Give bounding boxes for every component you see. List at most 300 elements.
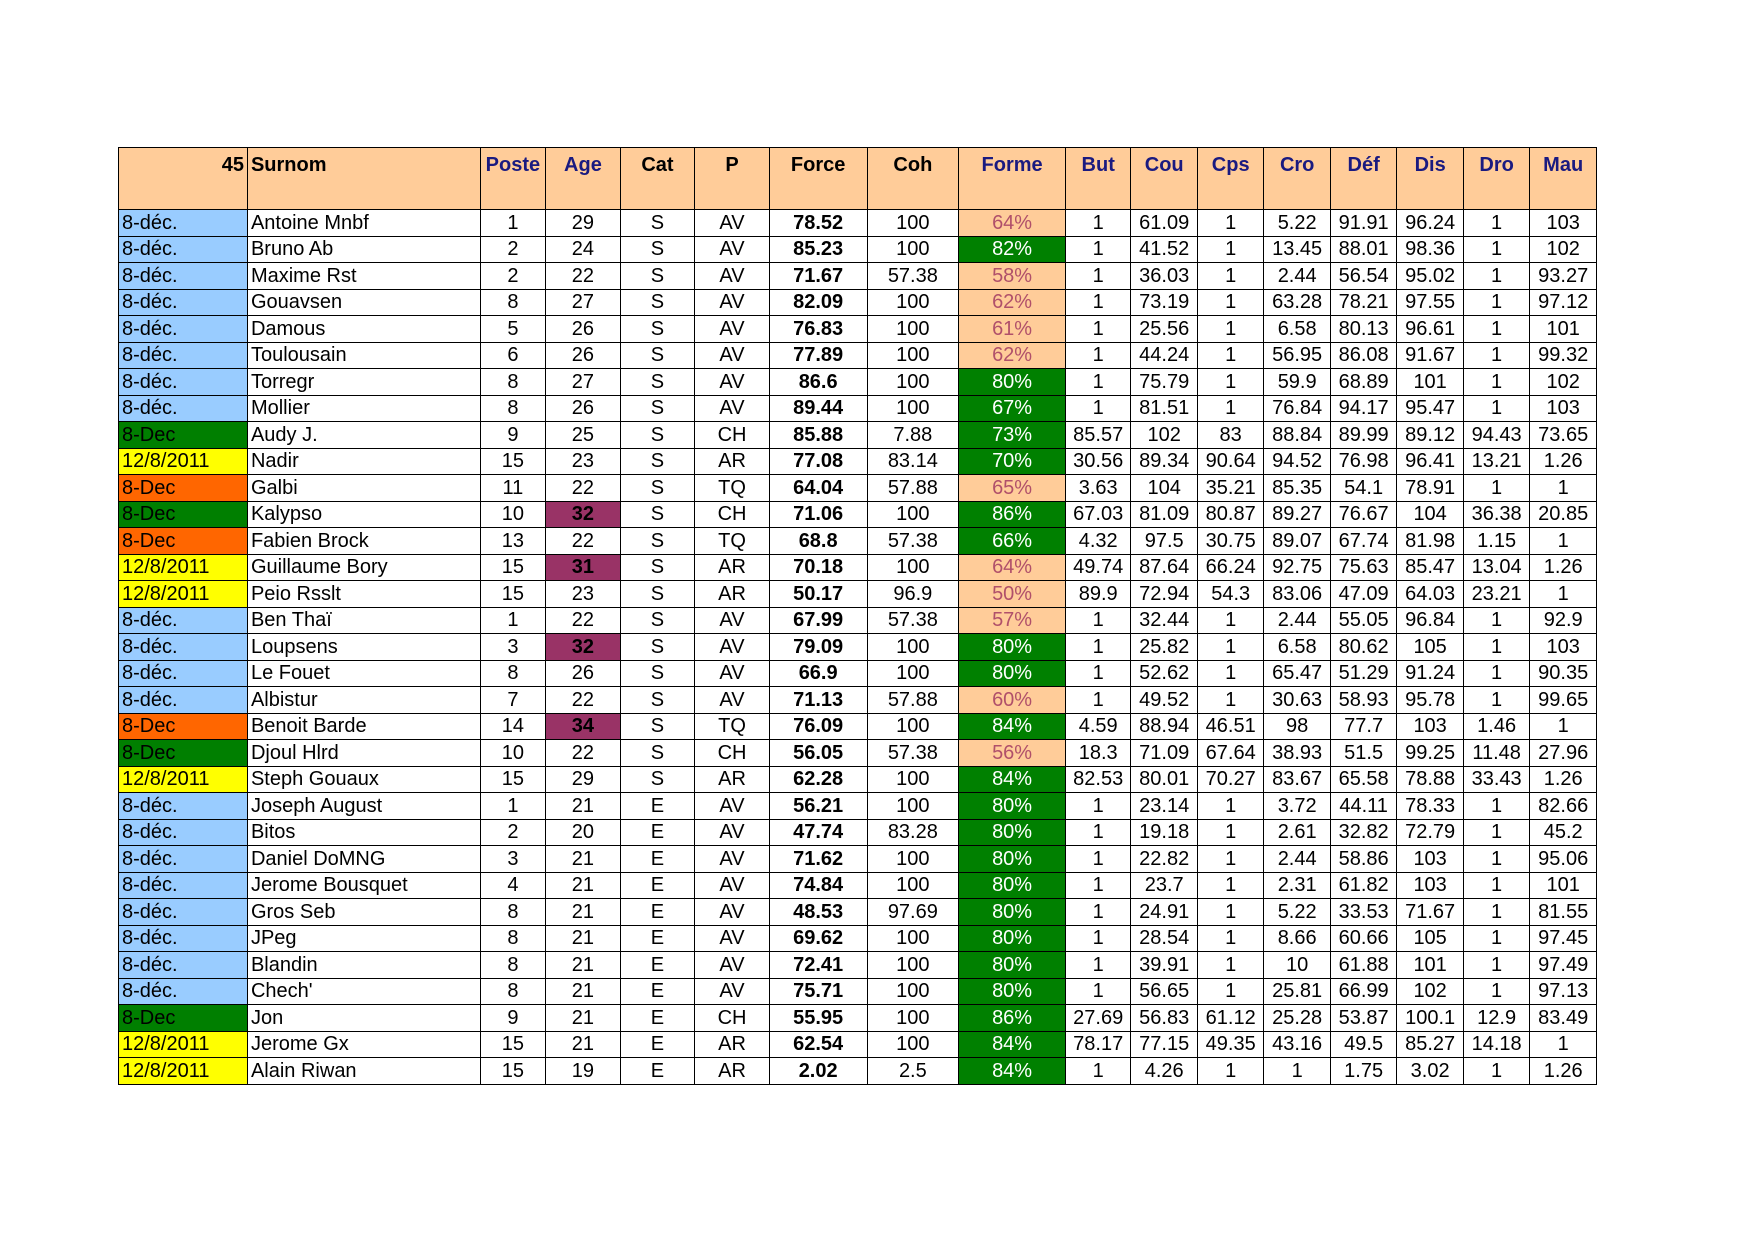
cat-cell[interactable]: S [620, 528, 695, 555]
poste-cell[interactable]: 4 [480, 872, 545, 899]
cro-cell[interactable]: 10 [1264, 952, 1330, 979]
mau-cell[interactable]: 93.27 [1530, 263, 1597, 290]
but-cell[interactable]: 1 [1065, 263, 1130, 290]
forme-cell[interactable]: 58% [959, 263, 1066, 290]
forme-cell[interactable]: 82% [959, 236, 1066, 263]
cro-cell[interactable]: 1 [1264, 1058, 1330, 1085]
position-cell[interactable]: TQ [695, 475, 770, 502]
poste-cell[interactable]: 8 [480, 289, 545, 316]
coh-cell[interactable]: 100 [867, 925, 959, 952]
cps-cell[interactable]: 66.24 [1197, 554, 1263, 581]
column-header-def[interactable]: Déf [1330, 148, 1396, 210]
player-name-cell[interactable]: Chech' [247, 978, 480, 1005]
cps-cell[interactable]: 1 [1197, 289, 1263, 316]
force-cell[interactable]: 71.13 [769, 687, 867, 714]
age-cell[interactable]: 22 [546, 475, 621, 502]
cou-cell[interactable]: 23.14 [1131, 793, 1197, 820]
poste-cell[interactable]: 3 [480, 846, 545, 873]
date-cell[interactable]: 8-Dec [119, 422, 248, 449]
def-cell[interactable]: 76.98 [1330, 448, 1396, 475]
poste-cell[interactable]: 15 [480, 766, 545, 793]
coh-cell[interactable]: 100 [867, 952, 959, 979]
position-cell[interactable]: AV [695, 660, 770, 687]
def-cell[interactable]: 94.17 [1330, 395, 1396, 422]
position-cell[interactable]: AV [695, 607, 770, 634]
but-cell[interactable]: 1 [1065, 1058, 1130, 1085]
cps-cell[interactable]: 1 [1197, 607, 1263, 634]
def-cell[interactable]: 51.5 [1330, 740, 1396, 767]
def-cell[interactable]: 75.63 [1330, 554, 1396, 581]
cps-cell[interactable]: 30.75 [1197, 528, 1263, 555]
poste-cell[interactable]: 2 [480, 236, 545, 263]
mau-cell[interactable]: 1 [1530, 528, 1597, 555]
dro-cell[interactable]: 1 [1463, 899, 1529, 926]
mau-cell[interactable]: 97.45 [1530, 925, 1597, 952]
cou-cell[interactable]: 36.03 [1131, 263, 1197, 290]
forme-cell[interactable]: 80% [959, 978, 1066, 1005]
cps-cell[interactable]: 1 [1197, 210, 1263, 237]
cps-cell[interactable]: 1 [1197, 1058, 1263, 1085]
dro-cell[interactable]: 14.18 [1463, 1031, 1529, 1058]
cro-cell[interactable]: 30.63 [1264, 687, 1330, 714]
dis-cell[interactable]: 71.67 [1397, 899, 1463, 926]
table-row[interactable] [119, 501, 1597, 528]
position-cell[interactable]: AV [695, 289, 770, 316]
forme-cell[interactable]: 62% [959, 289, 1066, 316]
position-cell[interactable]: AV [695, 687, 770, 714]
cou-cell[interactable]: 89.34 [1131, 448, 1197, 475]
but-cell[interactable]: 4.59 [1065, 713, 1130, 740]
coh-cell[interactable]: 97.69 [867, 899, 959, 926]
dro-cell[interactable]: 1 [1463, 660, 1529, 687]
table-row[interactable] [119, 607, 1597, 634]
position-cell[interactable]: AV [695, 925, 770, 952]
coh-cell[interactable]: 100 [867, 395, 959, 422]
cat-cell[interactable]: S [620, 316, 695, 343]
force-cell[interactable]: 86.6 [769, 369, 867, 396]
cro-cell[interactable]: 2.61 [1264, 819, 1330, 846]
force-cell[interactable]: 56.05 [769, 740, 867, 767]
dro-cell[interactable]: 1 [1463, 819, 1529, 846]
position-cell[interactable]: AR [695, 1031, 770, 1058]
dis-cell[interactable]: 78.88 [1397, 766, 1463, 793]
cat-cell[interactable]: S [620, 236, 695, 263]
but-cell[interactable]: 3.63 [1065, 475, 1130, 502]
age-cell[interactable]: 27 [546, 289, 621, 316]
but-cell[interactable]: 49.74 [1065, 554, 1130, 581]
position-cell[interactable]: AV [695, 369, 770, 396]
mau-cell[interactable]: 90.35 [1530, 660, 1597, 687]
cro-cell[interactable]: 89.27 [1264, 501, 1330, 528]
table-row[interactable] [119, 713, 1597, 740]
force-cell[interactable]: 85.88 [769, 422, 867, 449]
mau-cell[interactable]: 99.65 [1530, 687, 1597, 714]
date-cell[interactable]: 12/8/2011 [119, 1058, 248, 1085]
age-cell[interactable]: 21 [546, 978, 621, 1005]
dro-cell[interactable]: 1 [1463, 475, 1529, 502]
dro-cell[interactable]: 1 [1463, 634, 1529, 661]
player-name-cell[interactable]: Djoul Hlrd [247, 740, 480, 767]
table-row[interactable] [119, 978, 1597, 1005]
but-cell[interactable]: 78.17 [1065, 1031, 1130, 1058]
but-cell[interactable]: 85.57 [1065, 422, 1130, 449]
dis-cell[interactable]: 96.84 [1397, 607, 1463, 634]
mau-cell[interactable]: 82.66 [1530, 793, 1597, 820]
cou-cell[interactable]: 102 [1131, 422, 1197, 449]
cat-cell[interactable]: S [620, 369, 695, 396]
cps-cell[interactable]: 1 [1197, 925, 1263, 952]
cat-cell[interactable]: S [620, 210, 695, 237]
def-cell[interactable]: 1.75 [1330, 1058, 1396, 1085]
cro-cell[interactable]: 2.44 [1264, 263, 1330, 290]
dis-cell[interactable]: 96.24 [1397, 210, 1463, 237]
but-cell[interactable]: 1 [1065, 952, 1130, 979]
date-cell[interactable]: 8-déc. [119, 793, 248, 820]
player-name-cell[interactable]: Fabien Brock [247, 528, 480, 555]
position-cell[interactable]: TQ [695, 528, 770, 555]
date-cell[interactable]: 8-déc. [119, 925, 248, 952]
age-cell[interactable]: 23 [546, 581, 621, 608]
player-name-cell[interactable]: Toulousain [247, 342, 480, 369]
mau-cell[interactable]: 102 [1530, 236, 1597, 263]
table-row[interactable] [119, 660, 1597, 687]
cro-cell[interactable]: 98 [1264, 713, 1330, 740]
date-cell[interactable]: 8-déc. [119, 660, 248, 687]
cps-cell[interactable]: 80.87 [1197, 501, 1263, 528]
mau-cell[interactable]: 99.32 [1530, 342, 1597, 369]
force-cell[interactable]: 85.23 [769, 236, 867, 263]
player-name-cell[interactable]: Albistur [247, 687, 480, 714]
age-cell[interactable]: 25 [546, 422, 621, 449]
cat-cell[interactable]: S [620, 713, 695, 740]
cou-cell[interactable]: 77.15 [1131, 1031, 1197, 1058]
age-cell[interactable]: 22 [546, 263, 621, 290]
force-cell[interactable]: 82.09 [769, 289, 867, 316]
position-cell[interactable]: CH [695, 1005, 770, 1032]
cou-cell[interactable]: 104 [1131, 475, 1197, 502]
cou-cell[interactable]: 41.52 [1131, 236, 1197, 263]
position-cell[interactable]: TQ [695, 713, 770, 740]
player-name-cell[interactable]: Audy J. [247, 422, 480, 449]
column-header-dis[interactable]: Dis [1397, 148, 1463, 210]
def-cell[interactable]: 78.21 [1330, 289, 1396, 316]
cou-cell[interactable]: 71.09 [1131, 740, 1197, 767]
position-cell[interactable]: AV [695, 899, 770, 926]
date-cell[interactable]: 8-déc. [119, 952, 248, 979]
position-cell[interactable]: AV [695, 395, 770, 422]
but-cell[interactable]: 1 [1065, 687, 1130, 714]
but-cell[interactable]: 1 [1065, 395, 1130, 422]
coh-cell[interactable]: 2.5 [867, 1058, 959, 1085]
cps-cell[interactable]: 1 [1197, 342, 1263, 369]
position-cell[interactable]: AV [695, 316, 770, 343]
age-cell[interactable]: 22 [546, 607, 621, 634]
date-cell[interactable]: 8-déc. [119, 607, 248, 634]
cou-cell[interactable]: 23.7 [1131, 872, 1197, 899]
position-cell[interactable]: AR [695, 448, 770, 475]
column-header-coh[interactable]: Coh [867, 148, 959, 210]
position-cell[interactable]: CH [695, 501, 770, 528]
force-cell[interactable]: 69.62 [769, 925, 867, 952]
cps-cell[interactable]: 70.27 [1197, 766, 1263, 793]
cps-cell[interactable]: 54.3 [1197, 581, 1263, 608]
table-row[interactable] [119, 925, 1597, 952]
cat-cell[interactable]: S [620, 501, 695, 528]
mau-cell[interactable]: 103 [1530, 395, 1597, 422]
player-name-cell[interactable]: Maxime Rst [247, 263, 480, 290]
but-cell[interactable]: 30.56 [1065, 448, 1130, 475]
table-row[interactable] [119, 369, 1597, 396]
forme-cell[interactable]: 61% [959, 316, 1066, 343]
forme-cell[interactable]: 57% [959, 607, 1066, 634]
column-header-mau[interactable]: Mau [1530, 148, 1597, 210]
but-cell[interactable]: 1 [1065, 846, 1130, 873]
date-cell[interactable]: 8-Dec [119, 713, 248, 740]
coh-cell[interactable]: 96.9 [867, 581, 959, 608]
table-row[interactable] [119, 210, 1597, 237]
poste-cell[interactable]: 8 [480, 395, 545, 422]
cps-cell[interactable]: 1 [1197, 395, 1263, 422]
age-cell[interactable]: 26 [546, 395, 621, 422]
def-cell[interactable]: 56.54 [1330, 263, 1396, 290]
cat-cell[interactable]: S [620, 475, 695, 502]
cro-cell[interactable]: 5.22 [1264, 210, 1330, 237]
player-name-cell[interactable]: Peio Rsslt [247, 581, 480, 608]
cro-cell[interactable]: 25.28 [1264, 1005, 1330, 1032]
position-cell[interactable]: AV [695, 952, 770, 979]
coh-cell[interactable]: 100 [867, 713, 959, 740]
coh-cell[interactable]: 57.38 [867, 607, 959, 634]
date-cell[interactable]: 8-déc. [119, 369, 248, 396]
but-cell[interactable]: 1 [1065, 236, 1130, 263]
cat-cell[interactable]: E [620, 1005, 695, 1032]
cps-cell[interactable]: 1 [1197, 952, 1263, 979]
cat-cell[interactable]: S [620, 422, 695, 449]
dro-cell[interactable]: 1 [1463, 369, 1529, 396]
mau-cell[interactable]: 1 [1530, 581, 1597, 608]
dro-cell[interactable]: 36.38 [1463, 501, 1529, 528]
cou-cell[interactable]: 80.01 [1131, 766, 1197, 793]
age-cell[interactable]: 23 [546, 448, 621, 475]
dro-cell[interactable]: 11.48 [1463, 740, 1529, 767]
age-cell[interactable]: 21 [546, 899, 621, 926]
age-cell[interactable]: 24 [546, 236, 621, 263]
dro-cell[interactable]: 1 [1463, 687, 1529, 714]
cro-cell[interactable]: 8.66 [1264, 925, 1330, 952]
position-cell[interactable]: AV [695, 236, 770, 263]
table-row[interactable] [119, 819, 1597, 846]
cat-cell[interactable]: S [620, 581, 695, 608]
dis-cell[interactable]: 95.47 [1397, 395, 1463, 422]
cat-cell[interactable]: S [620, 289, 695, 316]
cou-cell[interactable]: 88.94 [1131, 713, 1197, 740]
position-cell[interactable]: AV [695, 978, 770, 1005]
dis-cell[interactable]: 96.41 [1397, 448, 1463, 475]
column-header-cro[interactable]: Cro [1264, 148, 1330, 210]
cat-cell[interactable]: E [620, 819, 695, 846]
but-cell[interactable]: 1 [1065, 899, 1130, 926]
position-cell[interactable]: AR [695, 766, 770, 793]
but-cell[interactable]: 1 [1065, 978, 1130, 1005]
column-header-age[interactable]: Age [546, 148, 621, 210]
poste-cell[interactable]: 8 [480, 369, 545, 396]
table-row[interactable] [119, 872, 1597, 899]
age-cell[interactable]: 19 [546, 1058, 621, 1085]
coh-cell[interactable]: 100 [867, 766, 959, 793]
mau-cell[interactable]: 83.49 [1530, 1005, 1597, 1032]
cps-cell[interactable]: 1 [1197, 819, 1263, 846]
cps-cell[interactable]: 1 [1197, 793, 1263, 820]
dis-cell[interactable]: 91.67 [1397, 342, 1463, 369]
cps-cell[interactable]: 1 [1197, 369, 1263, 396]
mau-cell[interactable]: 103 [1530, 634, 1597, 661]
date-cell[interactable]: 12/8/2011 [119, 554, 248, 581]
forme-cell[interactable]: 62% [959, 342, 1066, 369]
cro-cell[interactable]: 56.95 [1264, 342, 1330, 369]
table-row[interactable] [119, 528, 1597, 555]
player-name-cell[interactable]: Le Fouet [247, 660, 480, 687]
dis-cell[interactable]: 78.91 [1397, 475, 1463, 502]
dis-cell[interactable]: 101 [1397, 369, 1463, 396]
dis-cell[interactable]: 85.27 [1397, 1031, 1463, 1058]
coh-cell[interactable]: 100 [867, 236, 959, 263]
coh-cell[interactable]: 100 [867, 846, 959, 873]
age-cell[interactable]: 22 [546, 528, 621, 555]
cou-cell[interactable]: 28.54 [1131, 925, 1197, 952]
def-cell[interactable]: 91.91 [1330, 210, 1396, 237]
cou-cell[interactable]: 73.19 [1131, 289, 1197, 316]
player-name-cell[interactable]: Torregr [247, 369, 480, 396]
column-header-p[interactable]: P [695, 148, 770, 210]
dro-cell[interactable]: 1 [1463, 342, 1529, 369]
dis-cell[interactable]: 103 [1397, 713, 1463, 740]
def-cell[interactable]: 51.29 [1330, 660, 1396, 687]
forme-cell[interactable]: 65% [959, 475, 1066, 502]
cro-cell[interactable]: 76.84 [1264, 395, 1330, 422]
coh-cell[interactable]: 100 [867, 872, 959, 899]
forme-cell[interactable]: 64% [959, 554, 1066, 581]
dis-cell[interactable]: 103 [1397, 872, 1463, 899]
but-cell[interactable]: 18.3 [1065, 740, 1130, 767]
player-name-cell[interactable]: Daniel DoMNG [247, 846, 480, 873]
cou-cell[interactable]: 56.65 [1131, 978, 1197, 1005]
date-cell[interactable]: 8-déc. [119, 978, 248, 1005]
poste-cell[interactable]: 8 [480, 899, 545, 926]
forme-cell[interactable]: 84% [959, 1031, 1066, 1058]
dro-cell[interactable]: 1 [1463, 210, 1529, 237]
table-row[interactable] [119, 236, 1597, 263]
forme-cell[interactable]: 84% [959, 766, 1066, 793]
date-cell[interactable]: 8-déc. [119, 687, 248, 714]
forme-cell[interactable]: 80% [959, 819, 1066, 846]
cat-cell[interactable]: S [620, 263, 695, 290]
cro-cell[interactable]: 65.47 [1264, 660, 1330, 687]
cat-cell[interactable]: E [620, 952, 695, 979]
dis-cell[interactable]: 99.25 [1397, 740, 1463, 767]
date-cell[interactable]: 8-déc. [119, 819, 248, 846]
mau-cell[interactable]: 1.26 [1530, 554, 1597, 581]
dis-cell[interactable]: 72.79 [1397, 819, 1463, 846]
position-cell[interactable]: CH [695, 740, 770, 767]
force-cell[interactable]: 62.54 [769, 1031, 867, 1058]
but-cell[interactable]: 1 [1065, 316, 1130, 343]
dis-cell[interactable]: 101 [1397, 952, 1463, 979]
forme-cell[interactable]: 70% [959, 448, 1066, 475]
mau-cell[interactable]: 73.65 [1530, 422, 1597, 449]
age-cell[interactable]: 26 [546, 660, 621, 687]
force-cell[interactable]: 62.28 [769, 766, 867, 793]
coh-cell[interactable]: 100 [867, 1005, 959, 1032]
cat-cell[interactable]: E [620, 925, 695, 952]
column-header-cps[interactable]: Cps [1197, 148, 1263, 210]
but-cell[interactable]: 1 [1065, 819, 1130, 846]
but-cell[interactable]: 27.69 [1065, 1005, 1130, 1032]
force-cell[interactable]: 2.02 [769, 1058, 867, 1085]
poste-cell[interactable]: 15 [480, 1031, 545, 1058]
age-cell[interactable]: 29 [546, 210, 621, 237]
def-cell[interactable]: 32.82 [1330, 819, 1396, 846]
player-name-cell[interactable]: Kalypso [247, 501, 480, 528]
dro-cell[interactable]: 23.21 [1463, 581, 1529, 608]
position-cell[interactable]: AV [695, 793, 770, 820]
cro-cell[interactable]: 43.16 [1264, 1031, 1330, 1058]
age-cell[interactable]: 21 [546, 925, 621, 952]
forme-cell[interactable]: 56% [959, 740, 1066, 767]
but-cell[interactable]: 1 [1065, 607, 1130, 634]
def-cell[interactable]: 58.93 [1330, 687, 1396, 714]
dis-cell[interactable]: 3.02 [1397, 1058, 1463, 1085]
age-cell[interactable]: 21 [546, 793, 621, 820]
dro-cell[interactable]: 1 [1463, 872, 1529, 899]
dro-cell[interactable]: 1 [1463, 925, 1529, 952]
poste-cell[interactable]: 8 [480, 978, 545, 1005]
cat-cell[interactable]: S [620, 342, 695, 369]
dis-cell[interactable]: 98.36 [1397, 236, 1463, 263]
column-header-cat[interactable]: Cat [620, 148, 695, 210]
table-row[interactable] [119, 263, 1597, 290]
cps-cell[interactable]: 1 [1197, 978, 1263, 1005]
cps-cell[interactable]: 1 [1197, 634, 1263, 661]
mau-cell[interactable]: 1.26 [1530, 1058, 1597, 1085]
cro-cell[interactable]: 13.45 [1264, 236, 1330, 263]
position-cell[interactable]: AV [695, 342, 770, 369]
forme-cell[interactable]: 80% [959, 925, 1066, 952]
mau-cell[interactable]: 92.9 [1530, 607, 1597, 634]
dro-cell[interactable]: 1.15 [1463, 528, 1529, 555]
poste-cell[interactable]: 1 [480, 793, 545, 820]
age-cell[interactable]: 21 [546, 952, 621, 979]
poste-cell[interactable]: 8 [480, 660, 545, 687]
table-row[interactable] [119, 475, 1597, 502]
cro-cell[interactable]: 5.22 [1264, 899, 1330, 926]
coh-cell[interactable]: 100 [867, 369, 959, 396]
date-cell[interactable]: 12/8/2011 [119, 448, 248, 475]
force-cell[interactable]: 74.84 [769, 872, 867, 899]
def-cell[interactable]: 49.5 [1330, 1031, 1396, 1058]
forme-cell[interactable]: 80% [959, 846, 1066, 873]
coh-cell[interactable]: 83.14 [867, 448, 959, 475]
cou-cell[interactable]: 19.18 [1131, 819, 1197, 846]
forme-cell[interactable]: 80% [959, 899, 1066, 926]
cou-cell[interactable]: 81.09 [1131, 501, 1197, 528]
poste-cell[interactable]: 9 [480, 1005, 545, 1032]
coh-cell[interactable]: 7.88 [867, 422, 959, 449]
dro-cell[interactable]: 94.43 [1463, 422, 1529, 449]
poste-cell[interactable]: 15 [480, 581, 545, 608]
force-cell[interactable]: 77.08 [769, 448, 867, 475]
mau-cell[interactable]: 27.96 [1530, 740, 1597, 767]
date-cell[interactable]: 8-déc. [119, 846, 248, 873]
